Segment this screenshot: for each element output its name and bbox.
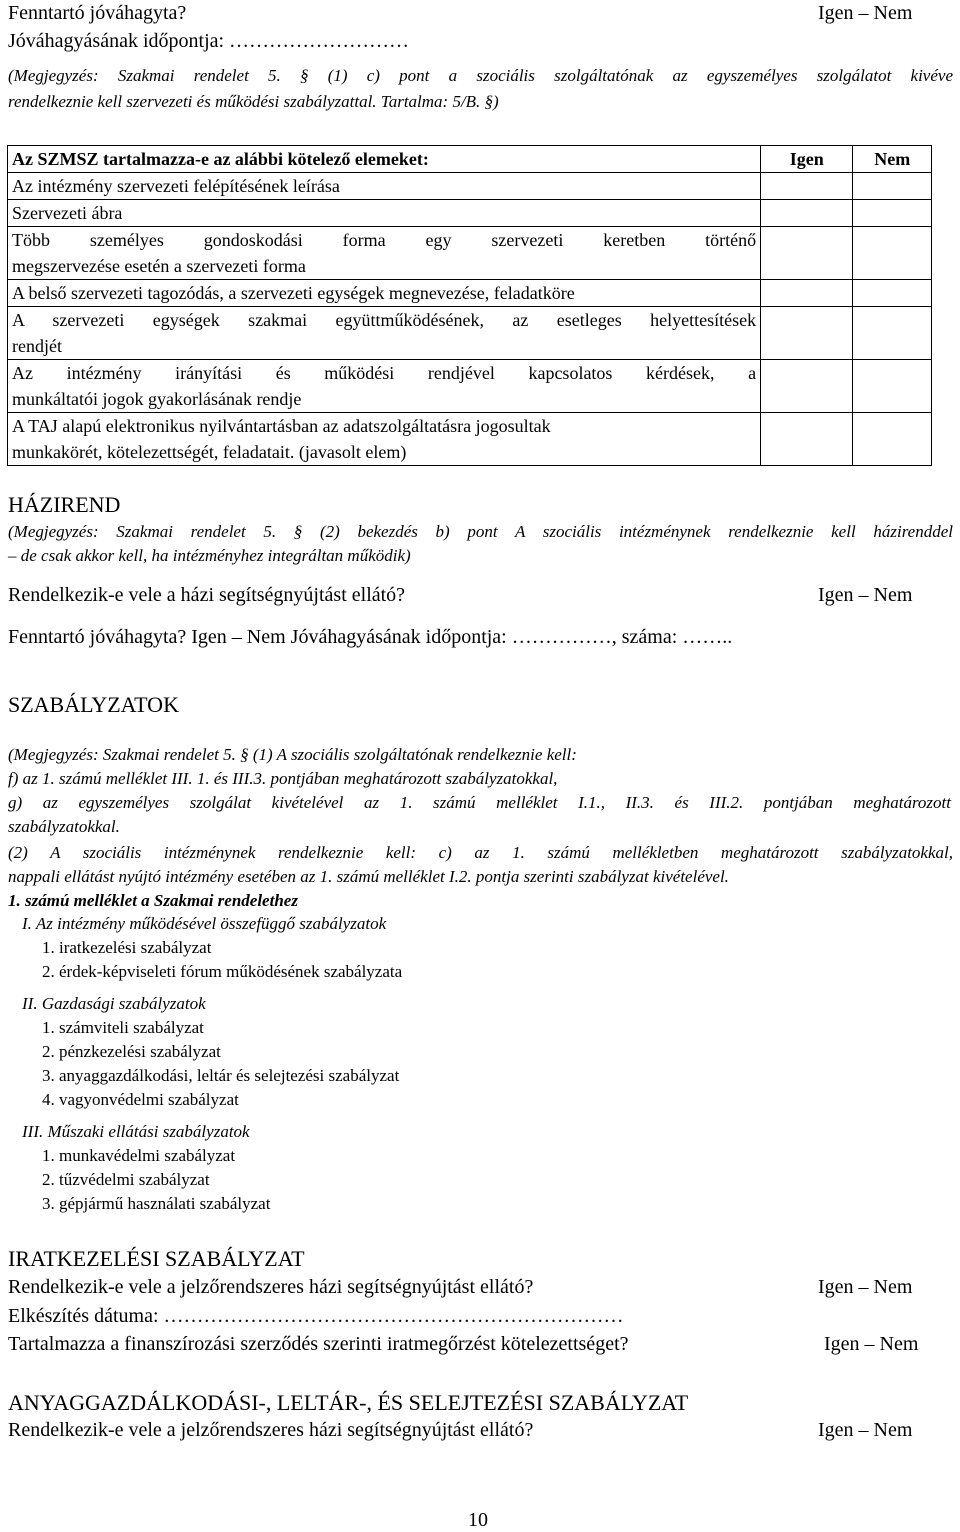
table-row bbox=[8, 413, 932, 466]
no-cell bbox=[853, 360, 932, 413]
table-row bbox=[8, 173, 932, 200]
no-cell bbox=[853, 227, 932, 280]
szabalyzatok-note5: (2) A szociális intézménynek rendelkeznie kell: c) az 1. számú mellékletben meghatározott szabályzatokkal, bbox=[8, 843, 953, 862]
szmsz-note-line2: rendelkeznie kell szervezeti és működési szabályzattal. Tartalma: 5/B. §) bbox=[8, 92, 499, 111]
yes-cell bbox=[761, 200, 853, 227]
no-cell bbox=[853, 307, 932, 360]
row-label-line1: Több személyes gondoskodási forma egy szervezeti keretben történő bbox=[12, 230, 757, 250]
row-label: A belső szervezeti tagozódás, a szervezeti egységek megnevezése, feladatköre bbox=[8, 280, 761, 307]
szabalyzatok-note4: szabályzatokkal. bbox=[8, 817, 120, 836]
table-row bbox=[8, 280, 932, 307]
iratkezelesi-yes-no: Igen – Nem bbox=[818, 1276, 913, 1298]
szmsz-checklist-table bbox=[7, 145, 932, 466]
row-label: Szervezeti ábra bbox=[8, 200, 761, 227]
anyaggazd-question: Rendelkezik-e vele a jelzőrendszeres házi segítségnyújtást ellátó? bbox=[8, 1419, 534, 1441]
group-title: II. Gazdasági szabályzatok bbox=[22, 994, 206, 1013]
szabalyzatok-note3: g) az egyszemélyes szolgálat kivételével az 1. számú melléklet I.1., II.3. és III.2. pontjában meghatározott bbox=[8, 793, 951, 812]
szabalyzatok-heading: SZABÁLYZATOK bbox=[8, 692, 179, 717]
no-cell bbox=[853, 413, 932, 466]
row-label-line2: munkakörét, kötelezettségét, feladatait. (javasolt elem) bbox=[12, 442, 407, 462]
hazirend-yes-no: Igen – Nem bbox=[818, 584, 913, 606]
yes-cell bbox=[761, 413, 853, 466]
row-label bbox=[8, 227, 761, 280]
szabalyzatok-note1: (Megjegyzés: Szakmai rendelet 5. § (1) A szociális szolgáltatónak rendelkeznie kell: bbox=[8, 745, 577, 764]
anyaggazd-yes-no: Igen – Nem bbox=[818, 1419, 913, 1441]
table-row bbox=[8, 200, 932, 227]
column-no: Nem bbox=[853, 146, 932, 173]
yes-cell bbox=[761, 173, 853, 200]
row-label: Az intézmény szervezeti felépítésének leírása bbox=[8, 173, 761, 200]
list-item: 2. tűzvédelmi szabályzat bbox=[42, 1170, 210, 1189]
hazirend-approval-line bbox=[8, 626, 732, 649]
row-label-line2: munkáltatói jogok gyakorlásának rendje bbox=[12, 389, 302, 409]
row-label-line1: A TAJ alapú elektronikus nyilvántartásban az adatszolgáltatásra jogosultak bbox=[12, 416, 551, 436]
list-item: 1. számviteli szabályzat bbox=[42, 1018, 204, 1037]
table-header-label: Az SZMSZ tartalmazza-e az alábbi kötelező elemeket: bbox=[8, 146, 761, 173]
list-item: 2. pénzkezelési szabályzat bbox=[42, 1042, 221, 1061]
iratkezelesi-question2: Tartalmazza a finanszírozási szerződés szerinti iratmegőrzést kötelezettséget? bbox=[8, 1333, 629, 1355]
hazirend-heading: HÁZIREND bbox=[8, 492, 121, 517]
number-placeholder: …….. bbox=[682, 626, 733, 648]
approval-text: Fenntartó jóváhagyta? Igen – Nem Jóváhagyásának időpontja: bbox=[8, 626, 512, 648]
no-cell bbox=[853, 280, 932, 307]
row-label bbox=[8, 307, 761, 360]
hazirend-note-line2: – de csak akkor kell, ha intézményhez integráltan működik) bbox=[8, 546, 411, 565]
list-item: 1. iratkezelési szabályzat bbox=[42, 938, 212, 957]
date-placeholder: …………… bbox=[511, 626, 612, 648]
yes-cell bbox=[761, 280, 853, 307]
approval-date-line: Jóváhagyásának időpontja: ……………………… bbox=[8, 30, 410, 52]
row-label-line2: megszervezése esetén a szervezeti forma bbox=[12, 256, 306, 276]
row-label-line1: A szervezeti egységek szakmai együttműködésének, az esetleges helyettesítések bbox=[12, 310, 757, 330]
iratkezelesi-heading: IRATKEZELÉSI SZABÁLYZAT bbox=[8, 1246, 305, 1271]
row-label bbox=[8, 360, 761, 413]
approved-yes-no: Igen – Nem bbox=[818, 2, 913, 24]
row-label-line1: Az intézmény irányítási és működési rendjével kapcsolatos kérdések, a bbox=[12, 363, 757, 383]
list-item: 2. érdek-képviseleti fórum működésének szabályzata bbox=[42, 962, 403, 981]
szabalyzatok-note6: nappali ellátást nyújtó intézmény esetében az 1. számú melléklet I.2. pontja szerinti szabályzat kivételével. bbox=[8, 867, 729, 886]
list-item: 1. munkavédelmi szabályzat bbox=[42, 1146, 236, 1165]
iratkezelesi-date-line: Elkészítés dátuma: …………………………………………………………… bbox=[8, 1305, 624, 1327]
szmsz-note-line1: (Megjegyzés: Szakmai rendelet 5. § (1) c) pont a szociális szolgáltatónak az egyszemélyes szolgálatot kivéve bbox=[8, 66, 953, 85]
anyaggazd-heading: ANYAGGAZDÁLKODÁSI-, LELTÁR-, ÉS SELEJTEZÉSI SZABÁLYZAT bbox=[8, 1390, 689, 1415]
yes-cell bbox=[761, 360, 853, 413]
row-label bbox=[8, 413, 761, 466]
group-title: III. Műszaki ellátási szabályzatok bbox=[22, 1122, 250, 1141]
table-header-row bbox=[8, 146, 932, 173]
number-label: , száma: bbox=[611, 626, 683, 648]
annex-title: 1. számú melléklet a Szakmai rendelethez bbox=[8, 891, 298, 910]
group-title: I. Az intézmény működésével összefüggő szabályzatok bbox=[22, 914, 387, 933]
table-row bbox=[8, 307, 932, 360]
yes-cell bbox=[761, 307, 853, 360]
no-cell bbox=[853, 200, 932, 227]
table-row bbox=[8, 227, 932, 280]
iratkezelesi-question: Rendelkezik-e vele a jelzőrendszeres házi segítségnyújtást ellátó? bbox=[8, 1276, 534, 1298]
approved-question: Fenntartó jóváhagyta? bbox=[8, 2, 187, 24]
yes-cell bbox=[761, 227, 853, 280]
list-item: 4. vagyonvédelmi szabályzat bbox=[42, 1090, 239, 1109]
iratkezelesi-yes-no2: Igen – Nem bbox=[824, 1333, 919, 1355]
hazirend-note-line1: (Megjegyzés: Szakmai rendelet 5. § (2) bekezdés b) pont A szociális intézménynek rendelkeznie kell házirenddel bbox=[8, 522, 953, 541]
row-label-line2: rendjét bbox=[12, 336, 62, 356]
list-item: 3. anyaggazdálkodási, leltár és selejtezési szabályzat bbox=[42, 1066, 400, 1085]
list-item: 3. gépjármű használati szabályzat bbox=[42, 1194, 271, 1213]
hazirend-question: Rendelkezik-e vele a házi segítségnyújtást ellátó? bbox=[8, 584, 406, 606]
no-cell bbox=[853, 173, 932, 200]
page-number: 10 bbox=[468, 1509, 488, 1531]
szabalyzatok-note2: f) az 1. számú melléklet III. 1. és III.3. pontjában meghatározott szabályzatokkal, bbox=[8, 769, 558, 788]
column-yes: Igen bbox=[761, 146, 853, 173]
table-row bbox=[8, 360, 932, 413]
